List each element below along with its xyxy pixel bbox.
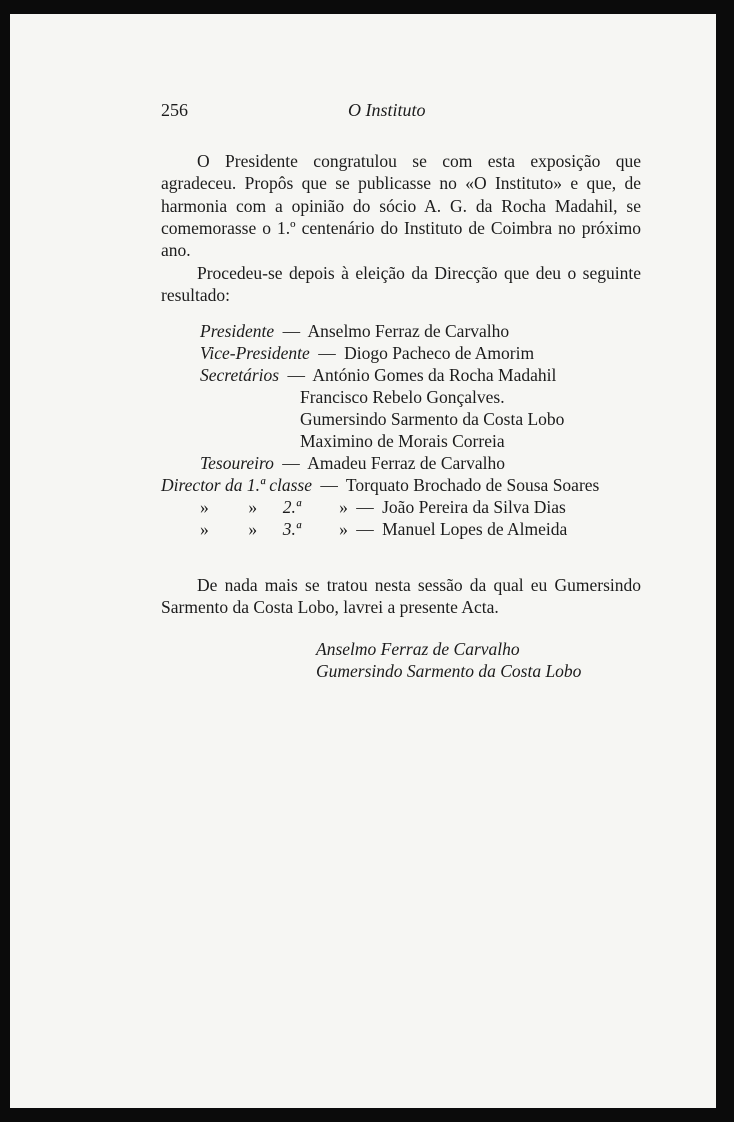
member-name: Anselmo Ferraz de Carvalho xyxy=(307,321,510,341)
paragraph-election: Procedeu-se depois à eleição da Direcção que deu o seguinte resultado: xyxy=(161,263,641,306)
member-name: Maximino de Morais Correia xyxy=(300,431,505,451)
paragraph-closing: De nada mais se tratou nesta sessão da qual eu Gumersindo Sarmento da Costa Lobo, lavrei a presente Acta. xyxy=(161,575,641,618)
board-row-secretary xyxy=(300,430,505,452)
member-name: Amadeu Ferraz de Carvalho xyxy=(307,453,505,473)
signature-block xyxy=(316,638,581,683)
role-label: Presidente xyxy=(200,321,275,341)
member-name: Torquato Brochado de Sousa Soares xyxy=(345,475,600,495)
member-name: Manuel Lopes de Almeida xyxy=(382,519,568,539)
dash: — xyxy=(356,497,374,517)
ditto-mark: » xyxy=(200,519,209,539)
dash: — xyxy=(287,365,305,385)
member-name: António Gomes da Rocha Madahil xyxy=(312,365,557,385)
dash: — xyxy=(282,453,300,473)
class-label: 2.ª xyxy=(282,497,301,517)
dash: — xyxy=(356,519,374,539)
signature-president: Anselmo Ferraz de Carvalho xyxy=(316,639,520,659)
class-label: 3.ª xyxy=(282,519,301,539)
board-row-secretary xyxy=(300,386,505,408)
board-row-vice-president xyxy=(200,342,534,364)
ditto-mark: » xyxy=(248,519,258,539)
role-label: Director da 1.ª classe xyxy=(161,475,312,495)
signature-secretary: Gumersindo Sarmento da Costa Lobo xyxy=(316,661,582,682)
running-title: O Instituto xyxy=(348,100,426,120)
member-name: Diogo Pacheco de Amorim xyxy=(344,343,535,363)
page-header xyxy=(10,100,716,124)
dash: — xyxy=(320,475,338,495)
dash: — xyxy=(318,343,336,363)
dash: — xyxy=(282,321,301,341)
board-row-secretary xyxy=(300,408,564,430)
role-label: Tesoureiro xyxy=(200,453,274,473)
board-row-director-1 xyxy=(161,474,599,496)
ditto-mark: » xyxy=(248,497,258,517)
board-row-secretaries xyxy=(200,364,556,386)
document-page xyxy=(10,14,716,1108)
ditto-mark: » xyxy=(339,497,348,517)
board-row-treasurer xyxy=(200,452,505,474)
board-row-director-2 xyxy=(200,496,566,518)
board-row-director-3 xyxy=(200,518,567,540)
role-label: Vice-Presidente xyxy=(200,343,310,363)
member-name: Gumersindo Sarmento da Costa Lobo xyxy=(300,409,565,429)
member-name: João Pereira da Silva Dias xyxy=(382,497,566,517)
board-row-president xyxy=(200,320,509,342)
page-number: 256 xyxy=(161,100,188,120)
ditto-mark: » xyxy=(200,497,209,517)
ditto-mark: » xyxy=(339,519,348,539)
role-label: Secretários xyxy=(200,365,280,385)
member-name: Francisco Rebelo Gonçalves. xyxy=(300,387,505,407)
paragraph-congratulation: O Presidente congratulou se com esta exposição que agradeceu. Propôs que se publicasse no «O Instituto» e que, de harmonia com a opinião do sócio A. G. da Rocha Madahil, se comemorasse o 1.º centenário do Instituto de Coimbra no próximo ano. xyxy=(161,151,641,261)
